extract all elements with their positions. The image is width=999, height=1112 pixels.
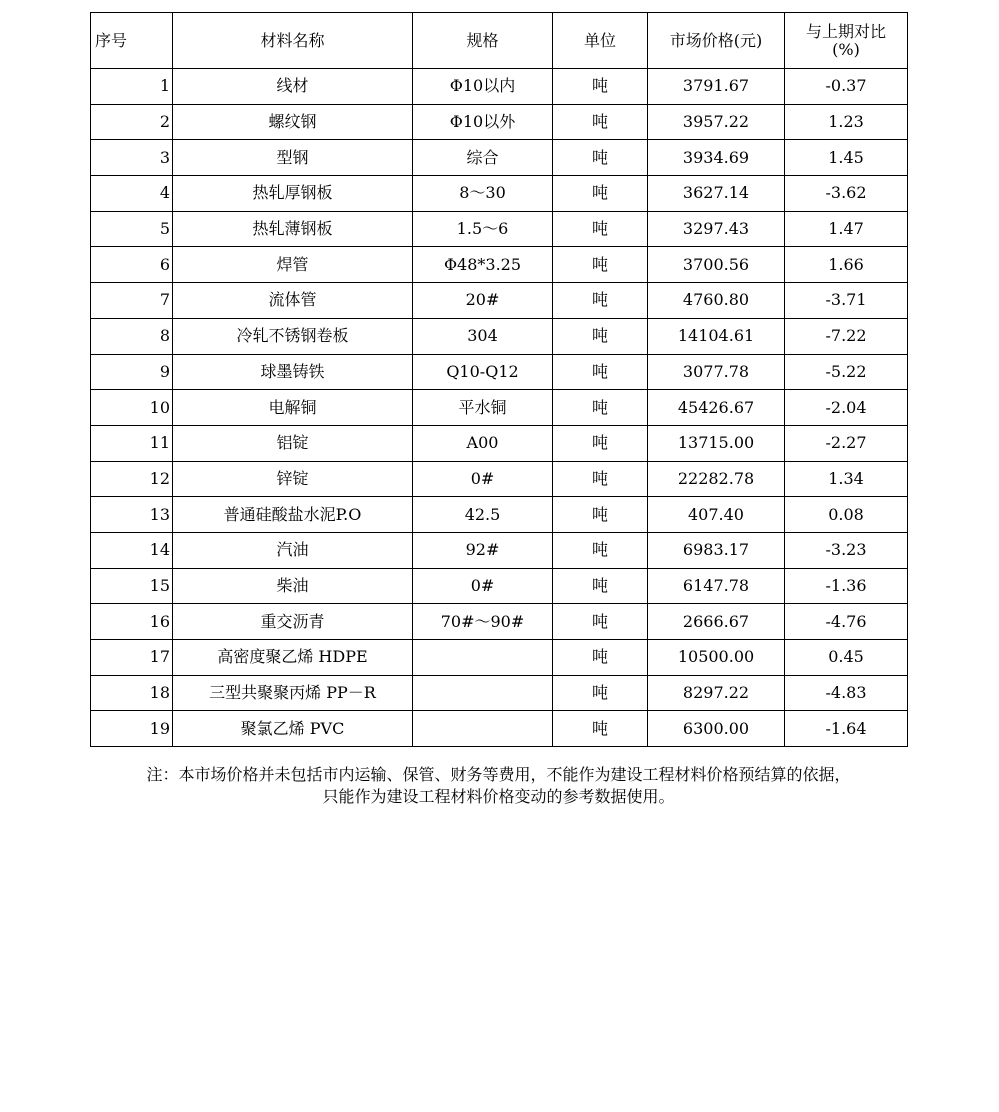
cell-price: 407.40: [648, 497, 785, 533]
cell-change: -4.76: [785, 604, 908, 640]
table-row: [91, 568, 908, 604]
table-row: [91, 675, 908, 711]
cell-change: -0.37: [785, 69, 908, 105]
cell-no: 8: [91, 318, 173, 354]
header-unit: 单位: [553, 13, 648, 69]
cell-name: 普通硅酸盐水泥P.O: [173, 497, 413, 533]
cell-no: 1: [91, 69, 173, 105]
table-row: [91, 390, 908, 426]
cell-price: 3077.78: [648, 354, 785, 390]
cell-name: 汽油: [173, 532, 413, 568]
cell-unit: 吨: [553, 497, 648, 533]
cell-name: 焊管: [173, 247, 413, 283]
cell-change: 1.23: [785, 104, 908, 140]
cell-no: 6: [91, 247, 173, 283]
cell-change: -2.27: [785, 425, 908, 461]
cell-spec: Φ48*3.25: [413, 247, 553, 283]
cell-name: 型钢: [173, 140, 413, 176]
cell-price: 10500.00: [648, 640, 785, 676]
cell-spec: [413, 640, 553, 676]
cell-change: 1.34: [785, 461, 908, 497]
cell-no: 15: [91, 568, 173, 604]
table-row: [91, 140, 908, 176]
cell-change: 1.47: [785, 211, 908, 247]
cell-change: -3.62: [785, 176, 908, 212]
header-no: 序号: [91, 13, 173, 69]
cell-change: 1.66: [785, 247, 908, 283]
cell-name: 柴油: [173, 568, 413, 604]
cell-no: 2: [91, 104, 173, 140]
cell-name: 电解铜: [173, 390, 413, 426]
table-row: [91, 497, 908, 533]
cell-no: 19: [91, 711, 173, 747]
cell-spec: 0#: [413, 568, 553, 604]
cell-spec: 92#: [413, 532, 553, 568]
cell-change: -2.04: [785, 390, 908, 426]
cell-spec: 20#: [413, 283, 553, 319]
cell-unit: 吨: [553, 711, 648, 747]
cell-price: 6983.17: [648, 532, 785, 568]
cell-name: 重交沥青: [173, 604, 413, 640]
cell-spec: A00: [413, 425, 553, 461]
cell-name: 热轧薄钢板: [173, 211, 413, 247]
cell-unit: 吨: [553, 425, 648, 461]
cell-unit: 吨: [553, 140, 648, 176]
cell-no: 14: [91, 532, 173, 568]
cell-unit: 吨: [553, 318, 648, 354]
cell-no: 7: [91, 283, 173, 319]
cell-no: 3: [91, 140, 173, 176]
cell-name: 聚氯乙烯 PVC: [173, 711, 413, 747]
cell-price: 6147.78: [648, 568, 785, 604]
cell-unit: 吨: [553, 283, 648, 319]
cell-price: 3297.43: [648, 211, 785, 247]
table-row: [91, 69, 908, 105]
cell-no: 13: [91, 497, 173, 533]
header-change: [785, 13, 908, 69]
cell-unit: 吨: [553, 568, 648, 604]
cell-name: 螺纹钢: [173, 104, 413, 140]
cell-change: -3.71: [785, 283, 908, 319]
cell-price: 3791.67: [648, 69, 785, 105]
cell-unit: 吨: [553, 176, 648, 212]
cell-no: 17: [91, 640, 173, 676]
cell-spec: 平水铜: [413, 390, 553, 426]
cell-unit: 吨: [553, 640, 648, 676]
footnote: [90, 764, 907, 808]
cell-no: 16: [91, 604, 173, 640]
cell-name: 流体管: [173, 283, 413, 319]
cell-change: -1.64: [785, 711, 908, 747]
header-change-line2: (%): [832, 39, 860, 59]
footnote-line2: 只能作为建设工程材料价格变动的参考数据使用。: [322, 787, 675, 806]
header-row: [91, 13, 908, 69]
cell-name: 冷轧不锈钢卷板: [173, 318, 413, 354]
cell-spec: 0#: [413, 461, 553, 497]
cell-price: 3627.14: [648, 176, 785, 212]
cell-price: 45426.67: [648, 390, 785, 426]
cell-price: 13715.00: [648, 425, 785, 461]
cell-unit: 吨: [553, 532, 648, 568]
header-spec: 规格: [413, 13, 553, 69]
cell-name: 铝锭: [173, 425, 413, 461]
cell-unit: 吨: [553, 354, 648, 390]
cell-price: 14104.61: [648, 318, 785, 354]
table-row: [91, 425, 908, 461]
cell-change: -3.23: [785, 532, 908, 568]
cell-no: 11: [91, 425, 173, 461]
cell-price: 8297.22: [648, 675, 785, 711]
cell-name: 三型共聚聚丙烯 PP－R: [173, 675, 413, 711]
cell-unit: 吨: [553, 390, 648, 426]
header-name: 材料名称: [173, 13, 413, 69]
cell-spec: 8～30: [413, 176, 553, 212]
cell-spec: [413, 711, 553, 747]
cell-no: 10: [91, 390, 173, 426]
cell-unit: 吨: [553, 104, 648, 140]
cell-unit: 吨: [553, 211, 648, 247]
table-row: [91, 711, 908, 747]
cell-price: 4760.80: [648, 283, 785, 319]
table-row: [91, 640, 908, 676]
cell-spec: Q10-Q12: [413, 354, 553, 390]
cell-spec: 1.5～6: [413, 211, 553, 247]
table-row: [91, 532, 908, 568]
cell-name: 线材: [173, 69, 413, 105]
cell-unit: 吨: [553, 604, 648, 640]
cell-change: 1.45: [785, 140, 908, 176]
cell-spec: 综合: [413, 140, 553, 176]
cell-price: 2666.67: [648, 604, 785, 640]
cell-spec: Φ10以内: [413, 69, 553, 105]
header-price: 市场价格(元): [648, 13, 785, 69]
table-row: [91, 461, 908, 497]
cell-price: 6300.00: [648, 711, 785, 747]
table-row: [91, 247, 908, 283]
cell-name: 球墨铸铁: [173, 354, 413, 390]
cell-change: -1.36: [785, 568, 908, 604]
table-row: [91, 211, 908, 247]
cell-change: -5.22: [785, 354, 908, 390]
cell-price: 22282.78: [648, 461, 785, 497]
cell-change: 0.08: [785, 497, 908, 533]
cell-unit: 吨: [553, 69, 648, 105]
cell-unit: 吨: [553, 247, 648, 283]
cell-change: -7.22: [785, 318, 908, 354]
cell-change: 0.45: [785, 640, 908, 676]
cell-unit: 吨: [553, 675, 648, 711]
table-row: [91, 283, 908, 319]
cell-unit: 吨: [553, 461, 648, 497]
table-row: [91, 176, 908, 212]
table-row: [91, 104, 908, 140]
cell-no: 5: [91, 211, 173, 247]
header-change-line1: 与上期对比: [805, 21, 886, 41]
cell-name: 锌锭: [173, 461, 413, 497]
cell-spec: 304: [413, 318, 553, 354]
cell-spec: 70#～90#: [413, 604, 553, 640]
cell-no: 18: [91, 675, 173, 711]
cell-spec: [413, 675, 553, 711]
cell-name: 热轧厚钢板: [173, 176, 413, 212]
cell-no: 4: [91, 176, 173, 212]
price-table: [90, 12, 908, 747]
table-row: [91, 318, 908, 354]
cell-name: 高密度聚乙烯 HDPE: [173, 640, 413, 676]
cell-spec: 42.5: [413, 497, 553, 533]
cell-price: 3700.56: [648, 247, 785, 283]
cell-change: -4.83: [785, 675, 908, 711]
table-row: [91, 604, 908, 640]
cell-no: 9: [91, 354, 173, 390]
footnote-line1: 注：本市场价格并未包括市内运输、保管、财务等费用，不能作为建设工程材料价格预结算的依据，: [146, 765, 851, 784]
table-body: [91, 13, 908, 747]
cell-spec: Φ10以外: [413, 104, 553, 140]
cell-no: 12: [91, 461, 173, 497]
cell-price: 3934.69: [648, 140, 785, 176]
table-row: [91, 354, 908, 390]
cell-price: 3957.22: [648, 104, 785, 140]
